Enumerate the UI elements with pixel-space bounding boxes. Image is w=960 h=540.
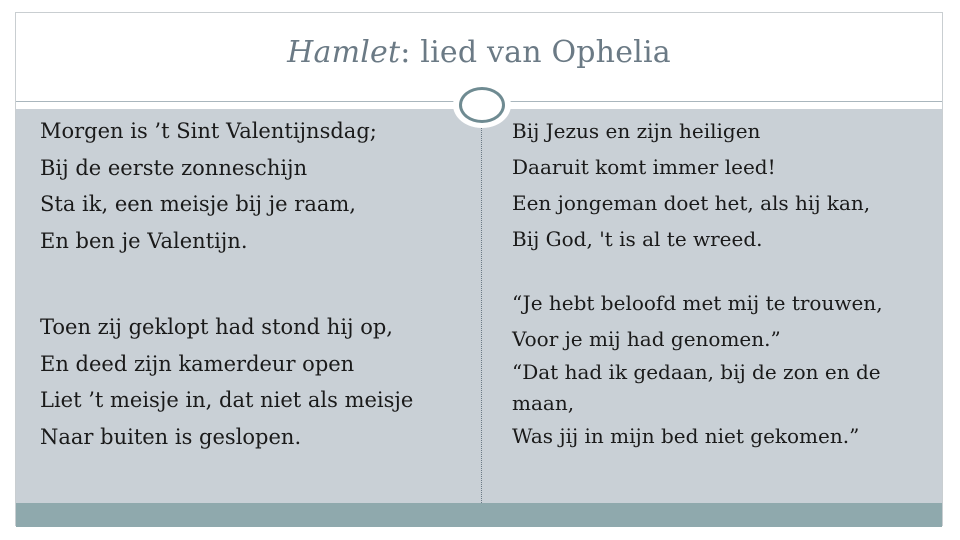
left-line: Liet ’t meisje in, dat niet als meisje (40, 388, 414, 412)
right-column (512, 113, 932, 454)
stanza-gap (40, 259, 460, 309)
right-line: Een jongeman doet het, als hij kan, (512, 191, 871, 215)
left-line: Bij de eerste zonneschijn (40, 155, 308, 180)
stanza-gap (512, 257, 932, 285)
right-line: Daaruit komt immer leed! (512, 155, 776, 179)
left-column (40, 113, 460, 455)
title-rest: : lied van Ophelia (400, 35, 671, 70)
circle-ornament (459, 87, 505, 123)
title-italic-part: Hamlet (287, 35, 401, 70)
right-line: Bij God, 't is al te wreed. (512, 227, 763, 251)
left-line: Toen zij geklopt had stond hij op, (40, 315, 393, 339)
left-line: Sta ik, een meisje bij je raam, (40, 192, 356, 216)
column-divider (481, 121, 482, 503)
left-line: En ben je Valentijn. (40, 228, 248, 253)
right-line: Bij Jezus en zijn heiligen (512, 119, 761, 143)
right-line: Was jij in mijn bed niet gekomen.” (512, 424, 860, 448)
slide-title (16, 35, 942, 70)
left-line: En deed zijn kamerdeur open (40, 351, 355, 376)
right-line: “Dat had ik gedaan, bij de zon en de (512, 360, 881, 384)
right-line: Voor je mij had genomen.” (512, 327, 781, 351)
bottom-accent-bar (16, 503, 942, 527)
right-line: maan, (512, 391, 575, 415)
slide (15, 12, 943, 526)
right-line: “Je hebt beloofd met mij te trouwen, (512, 291, 883, 315)
left-line: Morgen is ’t Sint Valentijnsdag; (40, 119, 377, 143)
left-line: Naar buiten is geslopen. (40, 424, 302, 449)
